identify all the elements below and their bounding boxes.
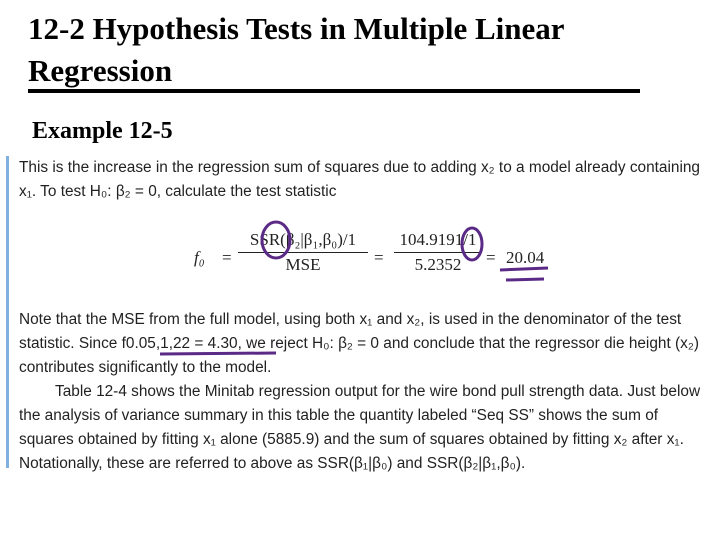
fraction-formula [238,230,368,275]
fraction-bar [238,252,368,253]
eq-lhs: f₀ [194,248,205,267]
excerpt-margin-bar [6,156,9,468]
eq-equals-3: = [486,248,496,267]
example-heading: Example 12-5 [32,118,173,144]
eq-result: 20.04 [506,248,545,267]
title-underline [28,89,640,93]
eq-equals-2: = [374,248,384,267]
test-statistic-equation [194,228,574,288]
formula-numerator: SSR(β₂|β₁,β₀)/1 [249,230,357,249]
paragraph-minitab: Table 12-4 shows the Minitab regression output for the wire bond pull strength data. Just below the analysis of variance summary in this table the quantity labeled “Seq SS” shows the sum of squares obtained by fitting x₁ alone (5885.9) and the sum of squares obtained by fitting x₂ after x₁. Notationally, these are referred to above as SSR(β₁|β₀) and SSR(β₂|β₁,β₀). [19,383,701,472]
slide-title: 12-2 Hypothesis Tests in Multiple Linear Regression [28,11,564,88]
textbook-excerpt [6,156,714,474]
values-denominator: 5.2352 [414,255,462,274]
values-numerator: 104.9191/1 [399,230,477,249]
formula-denominator: MSE [285,255,321,274]
eq-equals-1: = [222,248,232,267]
fraction-values [394,230,482,275]
fraction-bar [394,252,482,253]
paragraph-intro: This is the increase in the regression sum of squares due to adding x₂ to a model already containing x₁. To test H₀: β₂ = 0, calculate the test statistic [19,159,700,200]
paragraph-conclusion: Note that the MSE from the full model, using both x₁ and x₂, is used in the denominator of the test statistic. Since f0.05,1,22 = 4.30, we reject H₀: β₂ = 0 and conclude that the regressor die height (x₂) contributes significantly to the model. [19,311,699,376]
